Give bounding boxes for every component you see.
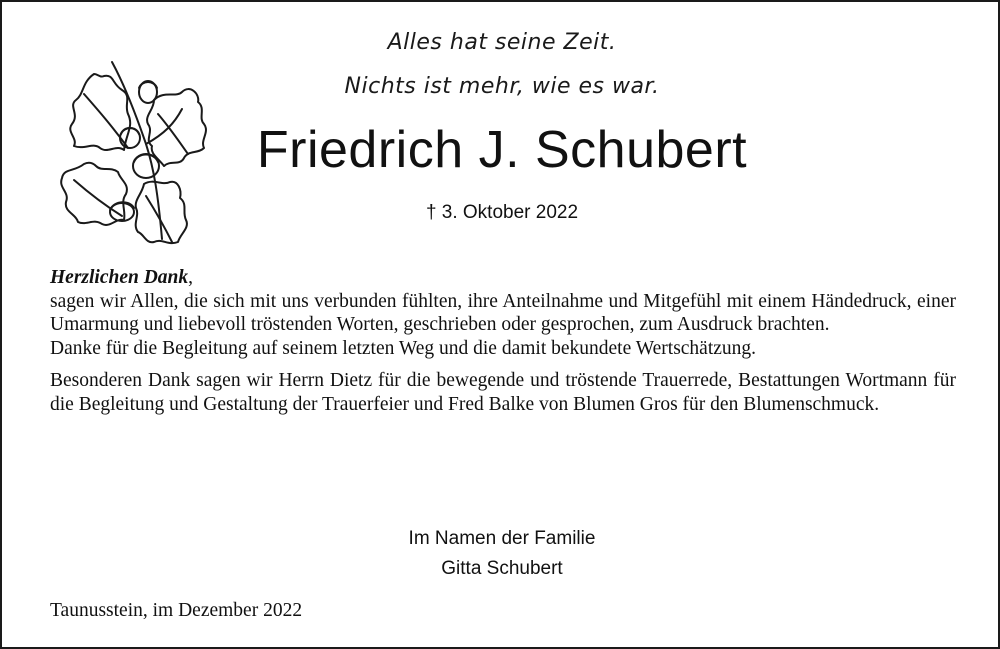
thanks-paragraph-2: Besonderen Dank sagen wir Herrn Dietz für die bewegende und tröstende Trauerrede, Bestattungen Wortmann für die Begleitung und Gestaltung der Trauerfeier und Fred Balke von Blumen Gros für den Blumenschmuck. [50,370,956,415]
oak-leaves-acorns-icon [54,54,214,254]
thanks-heading-suffix: , [188,267,194,288]
motto-line-1: Alles hat seine Zeit. [387,30,617,55]
place-date: Taunusstein, im Dezember 2022 [50,600,303,621]
thanks-paragraph-1: sagen wir Allen, die sich mit uns verbunden fühlten, ihre Anteilnahme und Mitgefühl mit einem Händedruck, einer Umarmung und liebevoll tröstenden Worten, geschrieben oder gesprochen, zum Ausdruck brachten. [50,290,956,335]
signature-line-2: Gitta Schubert [441,558,563,579]
signature [302,524,702,584]
death-date: † 3. Oktober 2022 [425,202,579,223]
thanks-paragraph-1b: Danke für die Begleitung auf seinem letzten Weg und die damit bekundete Wertschätzung. [50,337,757,359]
thanks-heading: Herzlichen Dank [50,267,189,288]
thanks-heading-line [50,266,956,290]
thanks-text [50,266,956,416]
deceased-name: Friedrich J. Schubert [256,121,748,179]
motto-line-2: Nichts ist mehr, wie es war. [344,74,660,99]
signature-line-1: Im Namen der Familie [408,528,596,549]
